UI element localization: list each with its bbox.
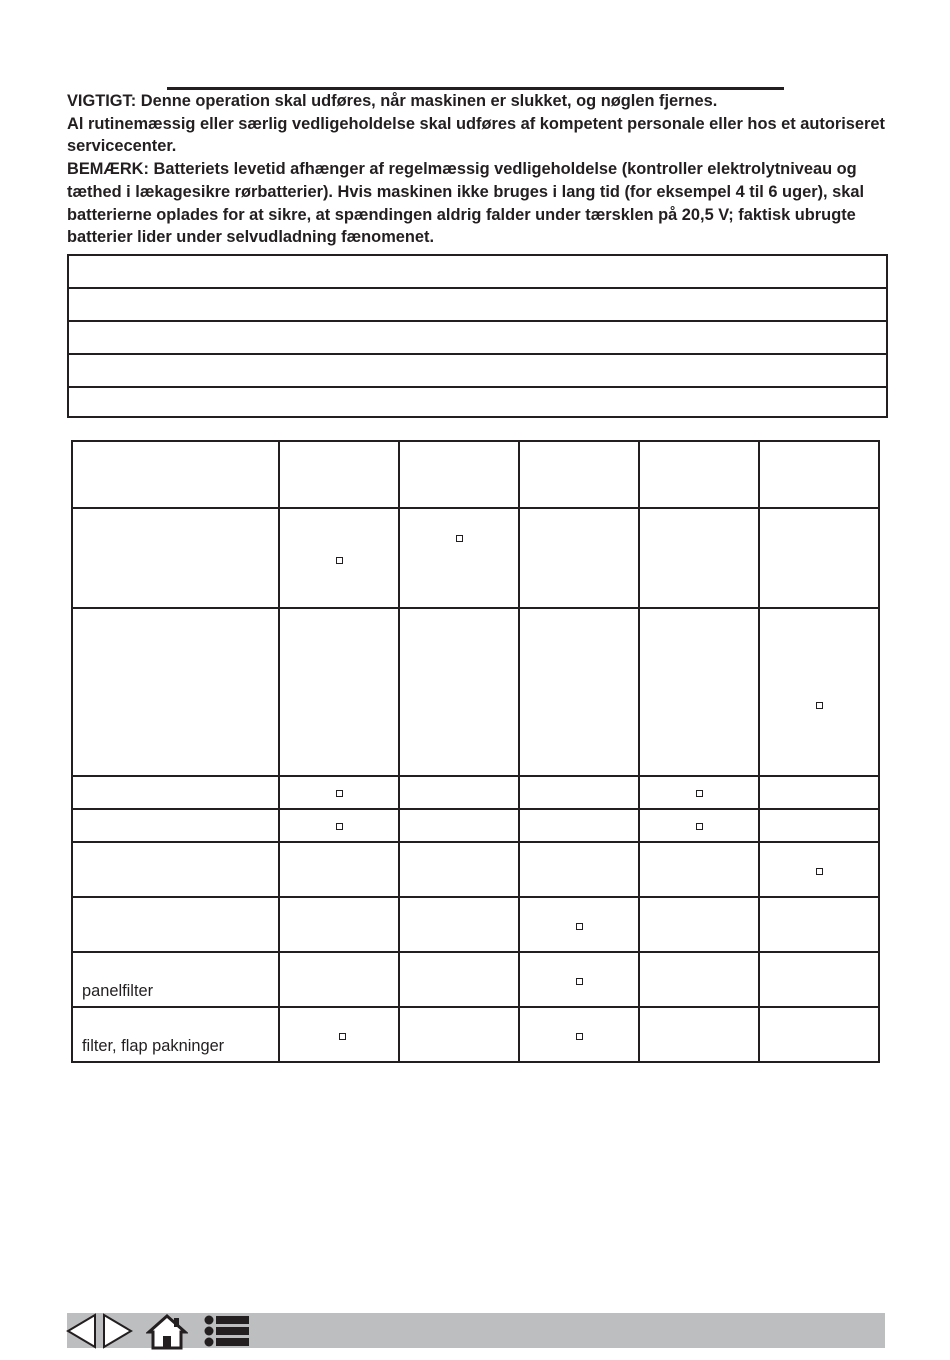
table-cell [279,441,399,508]
table-row [72,508,879,608]
table-cell [759,608,879,776]
blank-line [69,322,886,355]
table-cell [639,441,759,508]
home-icon[interactable] [146,1313,188,1350]
table-cell [639,608,759,776]
table-cell [639,842,759,897]
row-label-cell [72,842,279,897]
row-label-cell [72,809,279,842]
row-label-cell [72,952,279,1007]
table-cell [399,952,519,1007]
table-cell [519,952,639,1007]
table-row [72,776,879,809]
table-cell [639,508,759,608]
table-header-row [72,441,879,508]
table-row [72,809,879,842]
table-cell [279,776,399,809]
table-cell [759,441,879,508]
blank-line [69,256,886,289]
table-cell [399,441,519,508]
blank-lines-box [67,254,888,418]
table-cell [279,842,399,897]
blank-line [69,388,886,420]
row-label-cell [72,608,279,776]
table-cell [399,608,519,776]
checkbox-mark [816,702,823,709]
checkbox-mark [696,790,703,797]
table-cell [279,952,399,1007]
checkbox-mark [816,868,823,875]
table-cell [519,441,639,508]
table-cell [639,809,759,842]
table-cell [399,508,519,608]
table-row [72,1007,879,1062]
table-cell [72,441,279,508]
table-cell [399,842,519,897]
table-cell [759,842,879,897]
checkbox-mark [336,557,343,564]
checkbox-mark [336,823,343,830]
row-label: panelfilter [82,982,154,1000]
next-page-icon[interactable] [101,1313,133,1349]
table-cell [279,508,399,608]
row-label-cell [72,897,279,952]
table-cell [639,952,759,1007]
table-cell [759,809,879,842]
maintenance-personnel-notice: Al rutinemæssig eller særlig vedligeholdelse skal udføres af kompetent personale eller hos et autoriseret servicecenter. [67,114,885,156]
checkbox-mark [696,823,703,830]
table-cell [399,1007,519,1062]
table-cell [519,776,639,809]
row-label-cell [72,776,279,809]
checkbox-mark [576,1033,583,1040]
row-label: filter, flap pakninger [82,1037,225,1055]
table-row [72,897,879,952]
checkbox-mark [576,923,583,930]
table-cell [279,809,399,842]
table-cell [519,809,639,842]
table-row [72,842,879,897]
table-cell [759,508,879,608]
blank-line [69,289,886,322]
maintenance-schedule-table [71,440,880,1063]
table-cell [639,776,759,809]
blank-line [69,355,886,388]
table-cell [399,776,519,809]
contents-list-icon[interactable] [203,1313,249,1349]
table-cell [519,508,639,608]
table-cell [279,1007,399,1062]
checkbox-mark [336,790,343,797]
checkbox-mark [339,1033,346,1040]
checkbox-mark [576,978,583,985]
table-cell [519,897,639,952]
table-cell [759,952,879,1007]
important-notice: VIGTIGT: Denne operation skal udføres, når maskinen er slukket, og nøglen fjernes. [67,92,718,110]
table-cell [759,1007,879,1062]
footer-bar [67,1313,885,1348]
table-cell [519,608,639,776]
table-cell [279,897,399,952]
table-cell [759,776,879,809]
row-label-cell [72,508,279,608]
table-cell [639,1007,759,1062]
battery-notice: BEMÆRK: Batteriets levetid afhænger af regelmæssig vedligeholdelse (kontroller elektrolytniveau og tæthed i lækagesikre rørbatterier). Hvis maskinen ikke bruges i lang tid (for eksempel 4 til 6 uger), skal batterierne oplades for at sikre, at spændingen aldrig falder under tærsklen på 20,5 V; faktisk ubrugte batterier lider under selvudladning fænomenet. [67,160,865,247]
previous-page-icon[interactable] [66,1313,98,1349]
table-cell [399,897,519,952]
table-cell [519,1007,639,1062]
table-row [72,608,879,776]
checkbox-mark [456,535,463,542]
table-row [72,952,879,1007]
table-cell [759,897,879,952]
row-label-cell [72,1007,279,1062]
table-cell [279,608,399,776]
table-cell [639,897,759,952]
intro-text [67,90,897,249]
table-cell [519,842,639,897]
table-cell [399,809,519,842]
